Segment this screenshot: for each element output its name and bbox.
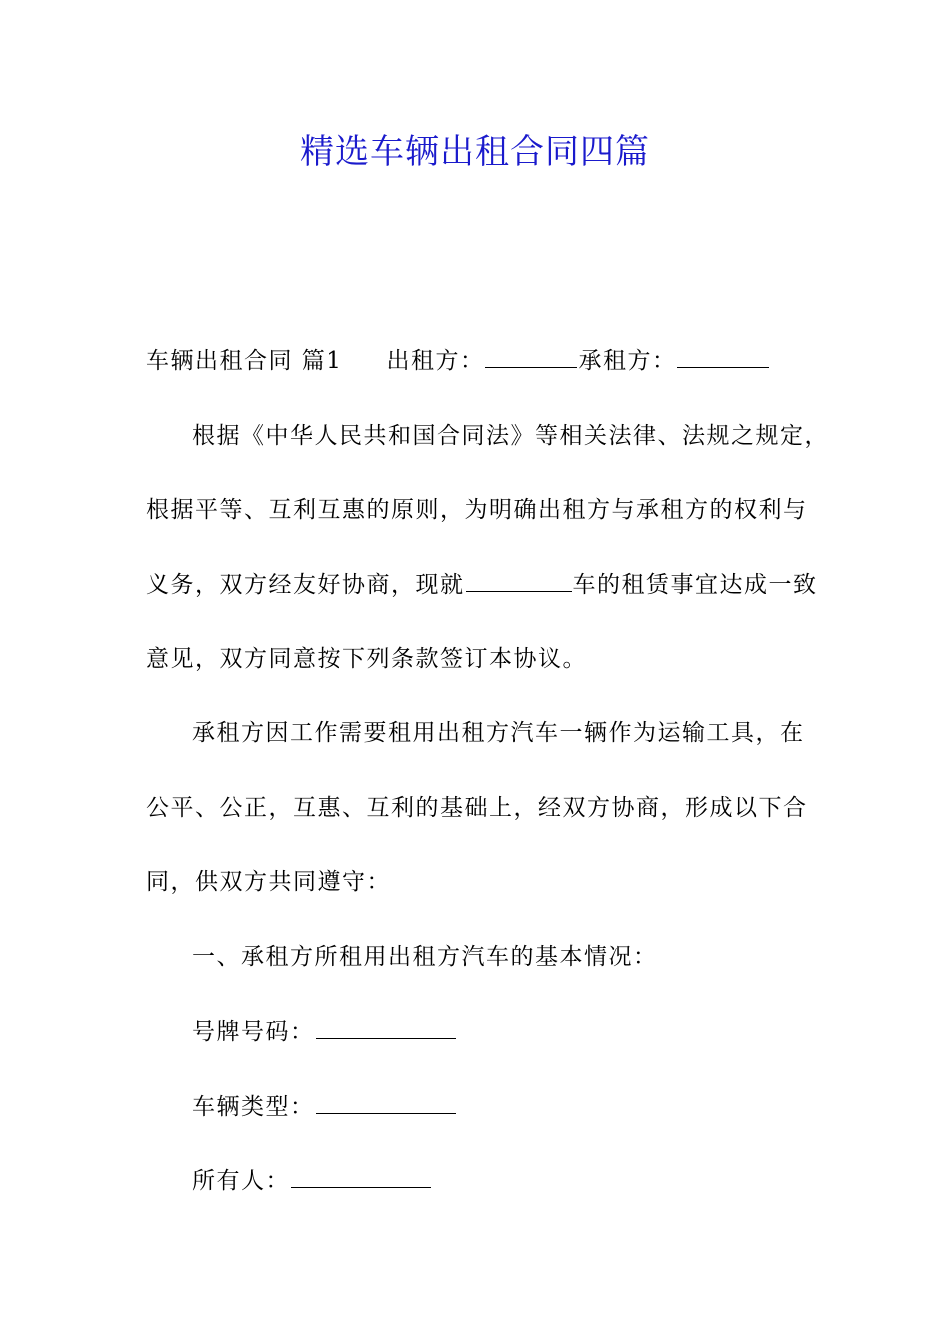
lessor-blank (485, 343, 577, 368)
contract-label: 车辆出租合同 篇1 (146, 348, 343, 374)
owner-line (192, 1163, 432, 1198)
document-title: 精选车辆出租合同四篇 (300, 132, 650, 172)
paragraph-1-line-3-start: 义务，双方经友好协商，现就 (146, 572, 465, 598)
section-1-heading: 一、承租方所租用出租方汽车的基本情况： (192, 944, 658, 970)
lessee-label: 承租方： (578, 348, 677, 374)
paragraph-2-line-2: 公平、公正，互惠、互利的基础上，经双方协商，形成以下合 (146, 795, 808, 821)
owner-label: 所有人： (192, 1168, 290, 1194)
lessor-label: 出租方： (386, 348, 485, 374)
vehicle-type-line (192, 1089, 457, 1124)
vehicle-type-blank (316, 1089, 456, 1114)
plate-number-line (192, 1014, 457, 1049)
paragraph-1-line-1: 根据《中华人民共和国合同法》等相关法律、法规之规定， (192, 423, 829, 449)
paragraph-1-line-2: 根据平等、互利互惠的原则，为明确出租方与承租方的权利与 (146, 497, 808, 523)
paragraph-1-line-3-end: 车的租赁事宜达成一致 (572, 572, 818, 598)
lessee-blank (677, 343, 769, 368)
paragraph-2-line-3: 同，供双方共同遵守： (146, 869, 391, 895)
contract-header-line (146, 343, 770, 378)
owner-blank (291, 1163, 431, 1188)
paragraph-1-line-3 (146, 567, 818, 602)
vehicle-blank (466, 567, 572, 592)
plate-number-blank (316, 1014, 456, 1039)
vehicle-type-label: 车辆类型： (192, 1094, 315, 1120)
plate-number-label: 号牌号码： (192, 1019, 315, 1045)
paragraph-2-line-1: 承租方因工作需要租用出租方汽车一辆作为运输工具，在 (192, 720, 805, 746)
paragraph-1-line-4: 意见，双方同意按下列条款签订本协议。 (146, 646, 587, 672)
